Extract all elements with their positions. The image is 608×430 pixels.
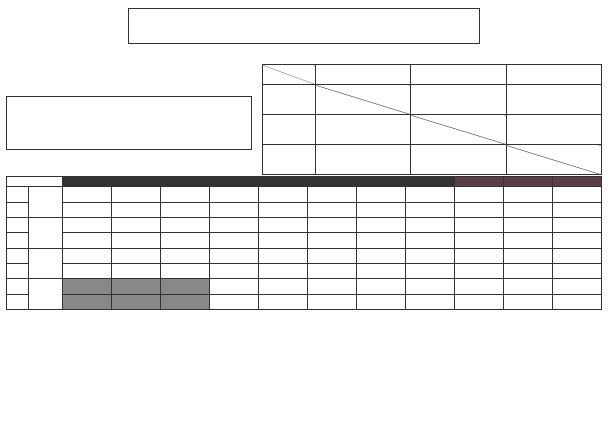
- place-label: [29, 187, 63, 218]
- place-label: [29, 248, 63, 279]
- wrestler-name-cell: [406, 279, 455, 294]
- school-name-cell: [406, 294, 455, 309]
- document-title-box: [128, 8, 480, 44]
- rr-self-cell: [506, 145, 601, 175]
- school-name-cell: [504, 294, 553, 309]
- school-name-cell: [112, 263, 161, 278]
- rr-row-header: [263, 115, 316, 145]
- wrestler-name-cell: [553, 217, 602, 232]
- school-name-cell: [504, 263, 553, 278]
- rank-row: [7, 115, 251, 133]
- school-name-cell: [112, 294, 161, 309]
- wrestler-name-cell: [553, 187, 602, 202]
- place-label: [29, 217, 63, 248]
- school-name-cell: [259, 202, 308, 217]
- wrestler-name-cell: [112, 248, 161, 263]
- wrestler-name-cell: [259, 248, 308, 263]
- wrestler-name-cell: [161, 279, 210, 294]
- wrestler-name-cell: [259, 279, 308, 294]
- rr-result-cell: [316, 115, 411, 145]
- school-label: [7, 233, 29, 248]
- rr-result-cell: [411, 85, 506, 115]
- wrestler-name-cell: [308, 187, 357, 202]
- school-name-cell: [63, 233, 112, 248]
- school-name-cell: [553, 202, 602, 217]
- name-row: [7, 279, 602, 294]
- school-name-cell: [553, 294, 602, 309]
- school-name-cell: [308, 263, 357, 278]
- wrestler-name-cell: [504, 248, 553, 263]
- wrestler-name-cell: [161, 217, 210, 232]
- school-name-cell: [210, 202, 259, 217]
- rr-self-cell: [411, 115, 506, 145]
- wrestler-name-cell: [357, 279, 406, 294]
- name-row: [7, 187, 602, 202]
- rr-col-header: [506, 65, 601, 85]
- weight-class-header: [161, 177, 210, 187]
- school-name-cell: [455, 294, 504, 309]
- name-label: [7, 217, 29, 232]
- school-name-cell: [161, 202, 210, 217]
- wrestler-name-cell: [455, 279, 504, 294]
- school-name-cell: [161, 263, 210, 278]
- school-row: [7, 202, 602, 217]
- wrestler-name-cell: [357, 248, 406, 263]
- school-name-cell: [308, 233, 357, 248]
- weight-class-header: [455, 177, 504, 187]
- header-corner-cell: [7, 177, 63, 187]
- wrestler-name-cell: [406, 248, 455, 263]
- school-name-cell: [504, 202, 553, 217]
- wrestler-name-cell: [210, 187, 259, 202]
- wrestler-name-cell: [406, 217, 455, 232]
- wrestler-name-cell: [357, 217, 406, 232]
- weight-class-header: [553, 177, 602, 187]
- rr-result-cell: [411, 145, 506, 175]
- name-row: [7, 217, 602, 232]
- wrestler-name-cell: [63, 217, 112, 232]
- school-name-cell: [112, 233, 161, 248]
- name-row: [7, 248, 602, 263]
- individual-results-table: [6, 176, 602, 310]
- wrestler-name-cell: [259, 187, 308, 202]
- school-name-cell: [357, 233, 406, 248]
- rank-row: [7, 133, 251, 151]
- school-name-cell: [259, 233, 308, 248]
- school-name-cell: [210, 294, 259, 309]
- school-label: [7, 202, 29, 217]
- rank-row: [7, 97, 251, 115]
- wrestler-name-cell: [259, 217, 308, 232]
- school-name-cell: [455, 202, 504, 217]
- school-name-cell: [308, 202, 357, 217]
- weight-class-header: [406, 177, 455, 187]
- school-name-cell: [63, 263, 112, 278]
- school-name-cell: [259, 294, 308, 309]
- wrestler-name-cell: [210, 217, 259, 232]
- place-label: [29, 279, 63, 310]
- school-name-cell: [308, 294, 357, 309]
- rr-result-cell: [506, 115, 601, 145]
- rr-result-cell: [506, 85, 601, 115]
- wrestler-name-cell: [308, 248, 357, 263]
- name-label: [7, 279, 29, 294]
- wrestler-name-cell: [308, 217, 357, 232]
- wrestler-name-cell: [63, 187, 112, 202]
- rr-self-cell: [316, 85, 411, 115]
- school-name-cell: [504, 233, 553, 248]
- wrestler-name-cell: [455, 187, 504, 202]
- wrestler-name-cell: [63, 279, 112, 294]
- wrestler-name-cell: [112, 187, 161, 202]
- name-label: [7, 248, 29, 263]
- school-name-cell: [259, 263, 308, 278]
- weight-class-header: [357, 177, 406, 187]
- weight-class-header: [504, 177, 553, 187]
- school-name-cell: [161, 294, 210, 309]
- school-label: [7, 294, 29, 309]
- school-name-cell: [406, 263, 455, 278]
- wrestler-name-cell: [504, 187, 553, 202]
- weight-class-header: [308, 177, 357, 187]
- wrestler-name-cell: [161, 248, 210, 263]
- wrestler-name-cell: [504, 217, 553, 232]
- school-name-cell: [357, 294, 406, 309]
- school-name-cell: [553, 233, 602, 248]
- wrestler-name-cell: [161, 187, 210, 202]
- corner-cell: [263, 65, 316, 85]
- rr-row-header: [263, 85, 316, 115]
- school-name-cell: [406, 202, 455, 217]
- round-robin-table: [262, 64, 602, 175]
- school-name-cell: [161, 233, 210, 248]
- wrestler-name-cell: [455, 217, 504, 232]
- wrestler-name-cell: [308, 279, 357, 294]
- rr-result-cell: [316, 145, 411, 175]
- school-name-cell: [63, 294, 112, 309]
- school-name-cell: [112, 202, 161, 217]
- wrestler-name-cell: [357, 187, 406, 202]
- school-label: [7, 263, 29, 278]
- wrestler-name-cell: [112, 217, 161, 232]
- weight-class-header: [259, 177, 308, 187]
- school-name-cell: [210, 233, 259, 248]
- weight-class-header: [112, 177, 161, 187]
- rr-col-header: [316, 65, 411, 85]
- wrestler-name-cell: [210, 279, 259, 294]
- wrestler-name-cell: [455, 248, 504, 263]
- wrestler-name-cell: [553, 248, 602, 263]
- team-rankings: [6, 96, 252, 150]
- school-name-cell: [210, 263, 259, 278]
- wrestler-name-cell: [112, 279, 161, 294]
- school-row: [7, 294, 602, 309]
- school-name-cell: [455, 233, 504, 248]
- school-name-cell: [455, 263, 504, 278]
- wrestler-name-cell: [63, 248, 112, 263]
- wrestler-name-cell: [210, 248, 259, 263]
- school-row: [7, 233, 602, 248]
- weight-class-header-row: [7, 177, 602, 187]
- school-name-cell: [63, 202, 112, 217]
- school-name-cell: [357, 202, 406, 217]
- wrestler-name-cell: [406, 187, 455, 202]
- weight-class-header: [63, 177, 112, 187]
- school-name-cell: [406, 233, 455, 248]
- school-name-cell: [357, 263, 406, 278]
- rr-row-header: [263, 145, 316, 175]
- weight-class-header: [210, 177, 259, 187]
- school-row: [7, 263, 602, 278]
- wrestler-name-cell: [504, 279, 553, 294]
- rr-col-header: [411, 65, 506, 85]
- school-name-cell: [553, 263, 602, 278]
- name-label: [7, 187, 29, 202]
- wrestler-name-cell: [553, 279, 602, 294]
